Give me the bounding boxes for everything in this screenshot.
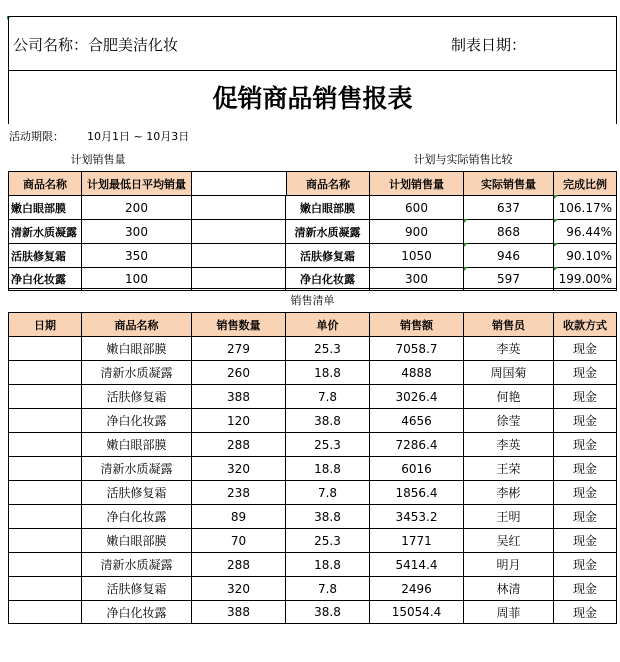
sales-cell-payment: 现金 (554, 360, 617, 384)
compare-row-plan: 1050 (370, 243, 464, 267)
sales-header-amount: 销售额 (370, 312, 464, 336)
cell-error-indicator (554, 243, 558, 247)
cell-error-indicator (464, 267, 468, 271)
sales-cell-date (8, 384, 82, 408)
sales-header-qty: 销售数量 (192, 312, 286, 336)
sales-cell-payment: 现金 (554, 336, 617, 360)
sales-cell-amount: 4888 (370, 360, 464, 384)
sales-cell-qty: 238 (192, 480, 286, 504)
compare-row-ratio: 199.00% (554, 267, 617, 291)
compare-row-plan: 300 (370, 267, 464, 291)
cell-error-indicator (464, 219, 468, 223)
report-date-label: 制表日期： (451, 35, 527, 54)
compare-row-actual: 868 (464, 219, 554, 243)
compare-row-ratio: 90.10% (554, 243, 617, 267)
compare-header-plan: 计划销售量 (370, 171, 464, 195)
sales-cell-product: 净白化妆露 (82, 408, 192, 432)
compare-row-actual: 597 (464, 267, 554, 291)
compare-row-ratio: 106.17% (554, 195, 617, 219)
sales-cell-price: 25.3 (286, 432, 370, 456)
compare-row-name: 清新水质凝露 (286, 219, 370, 243)
plan-header-blank (192, 171, 286, 195)
sales-cell-date (8, 360, 82, 384)
compare-header-actual: 实际销售量 (464, 171, 554, 195)
sales-header-price: 单价 (286, 312, 370, 336)
sales-cell-product: 清新水质凝露 (82, 456, 192, 480)
sales-cell-payment: 现金 (554, 432, 617, 456)
plan-row-name: 嫩白眼部膜 (8, 195, 82, 219)
sales-cell-price: 18.8 (286, 552, 370, 576)
sales-header-date: 日期 (8, 312, 82, 336)
sales-cell-product: 活肤修复霜 (82, 384, 192, 408)
sales-cell-amount: 3026.4 (370, 384, 464, 408)
sales-cell-payment: 现金 (554, 456, 617, 480)
compare-row-actual: 637 (464, 195, 554, 219)
plan-row-qty: 200 (82, 195, 192, 219)
sales-cell-amount: 2496 (370, 576, 464, 600)
sales-cell-seller: 王荣 (464, 456, 554, 480)
sales-cell-qty: 89 (192, 504, 286, 528)
sales-cell-amount: 15054.4 (370, 600, 464, 624)
sales-cell-amount: 7286.4 (370, 432, 464, 456)
sales-cell-price: 38.8 (286, 408, 370, 432)
sales-cell-date (8, 456, 82, 480)
period-label: 活动期限： (9, 130, 64, 143)
plan-row-qty: 300 (82, 219, 192, 243)
sales-list-title: 销售清单 (290, 294, 335, 307)
sales-cell-price: 18.8 (286, 360, 370, 384)
sales-cell-date (8, 336, 82, 360)
sales-cell-qty: 320 (192, 456, 286, 480)
plan-section-title: 计划销售量 (70, 153, 126, 166)
plan-row-name: 净白化妆露 (8, 267, 82, 291)
sales-cell-payment: 现金 (554, 528, 617, 552)
sales-cell-date (8, 432, 82, 456)
sales-cell-price: 7.8 (286, 576, 370, 600)
sales-cell-seller: 周国菊 (464, 360, 554, 384)
sales-cell-amount: 3453.2 (370, 504, 464, 528)
sales-cell-date (8, 576, 82, 600)
sales-cell-qty: 70 (192, 528, 286, 552)
sales-cell-payment: 现金 (554, 576, 617, 600)
sales-cell-product: 清新水质凝露 (82, 552, 192, 576)
sales-cell-seller: 李英 (464, 336, 554, 360)
sales-cell-qty: 388 (192, 600, 286, 624)
sales-header-payment: 收款方式 (554, 312, 617, 336)
plan-row-blank (192, 195, 286, 219)
cell-error-indicator (554, 195, 558, 199)
sales-cell-date (8, 504, 82, 528)
sales-cell-qty: 260 (192, 360, 286, 384)
sales-cell-date (8, 528, 82, 552)
plan-row-blank (192, 243, 286, 267)
sales-header-seller: 销售员 (464, 312, 554, 336)
plan-header-name: 商品名称 (8, 171, 82, 195)
sales-cell-qty: 320 (192, 576, 286, 600)
sales-cell-payment: 现金 (554, 408, 617, 432)
sales-cell-date (8, 600, 82, 624)
plan-header-qty: 计划最低日平均销量 (82, 171, 192, 195)
sales-cell-seller: 周菲 (464, 600, 554, 624)
sales-cell-date (8, 552, 82, 576)
sales-cell-payment: 现金 (554, 480, 617, 504)
sales-cell-product: 活肤修复霜 (82, 480, 192, 504)
report-title: 促销商品销售报表 (212, 84, 413, 113)
sales-cell-payment: 现金 (554, 384, 617, 408)
sales-cell-qty: 388 (192, 384, 286, 408)
compare-header-name: 商品名称 (286, 171, 370, 195)
sales-cell-price: 18.8 (286, 456, 370, 480)
sales-cell-product: 嫩白眼部膜 (82, 528, 192, 552)
sales-cell-seller: 何艳 (464, 384, 554, 408)
sales-cell-price: 25.3 (286, 336, 370, 360)
sales-cell-product: 净白化妆露 (82, 600, 192, 624)
sales-cell-product: 嫩白眼部膜 (82, 432, 192, 456)
sales-cell-product: 活肤修复霜 (82, 576, 192, 600)
sales-cell-price: 7.8 (286, 480, 370, 504)
sales-cell-price: 38.8 (286, 600, 370, 624)
period-value: 10月1日 ~ 10月3日 (87, 130, 190, 143)
sales-cell-seller: 李英 (464, 432, 554, 456)
compare-row-ratio: 96.44% (554, 219, 617, 243)
compare-row-plan: 600 (370, 195, 464, 219)
sales-cell-product: 嫩白眼部膜 (82, 336, 192, 360)
sales-cell-amount: 5414.4 (370, 552, 464, 576)
sales-cell-seller: 徐莹 (464, 408, 554, 432)
sales-cell-payment: 现金 (554, 600, 617, 624)
sales-cell-seller: 吴红 (464, 528, 554, 552)
sales-cell-amount: 1856.4 (370, 480, 464, 504)
sales-cell-amount: 1771 (370, 528, 464, 552)
sales-cell-price: 7.8 (286, 384, 370, 408)
sales-header-product: 商品名称 (82, 312, 192, 336)
compare-row-name: 嫩白眼部膜 (286, 195, 370, 219)
compare-row-plan: 900 (370, 219, 464, 243)
sales-cell-price: 25.3 (286, 528, 370, 552)
sales-cell-seller: 李彬 (464, 480, 554, 504)
plan-row-name: 活肤修复霜 (8, 243, 82, 267)
sales-cell-product: 清新水质凝露 (82, 360, 192, 384)
sales-cell-qty: 279 (192, 336, 286, 360)
sales-cell-product: 净白化妆露 (82, 504, 192, 528)
sales-cell-payment: 现金 (554, 552, 617, 576)
sales-cell-amount: 4656 (370, 408, 464, 432)
compare-section-title: 计划与实际销售比较 (413, 153, 513, 166)
plan-row-name: 清新水质凝露 (8, 219, 82, 243)
sales-cell-date (8, 408, 82, 432)
sales-cell-amount: 6016 (370, 456, 464, 480)
compare-header-ratio: 完成比例 (554, 171, 617, 195)
compare-row-name: 净白化妆露 (286, 267, 370, 291)
sales-cell-seller: 王明 (464, 504, 554, 528)
sales-cell-seller: 明月 (464, 552, 554, 576)
sales-cell-payment: 现金 (554, 504, 617, 528)
sales-cell-qty: 120 (192, 408, 286, 432)
sales-cell-qty: 288 (192, 432, 286, 456)
company-name-label: 公司名称：合肥美洁化妆 (13, 35, 179, 54)
compare-row-name: 活肤修复霜 (286, 243, 370, 267)
cell-error-indicator (554, 267, 558, 271)
plan-row-qty: 100 (82, 267, 192, 291)
compare-row-actual: 946 (464, 243, 554, 267)
cell-error-indicator (554, 219, 558, 223)
plan-row-qty: 350 (82, 243, 192, 267)
sales-cell-amount: 7058.7 (370, 336, 464, 360)
cell-error-indicator (464, 243, 468, 247)
sales-cell-seller: 林清 (464, 576, 554, 600)
plan-row-blank (192, 219, 286, 243)
sales-cell-qty: 288 (192, 552, 286, 576)
sales-cell-date (8, 480, 82, 504)
sales-cell-price: 38.8 (286, 504, 370, 528)
